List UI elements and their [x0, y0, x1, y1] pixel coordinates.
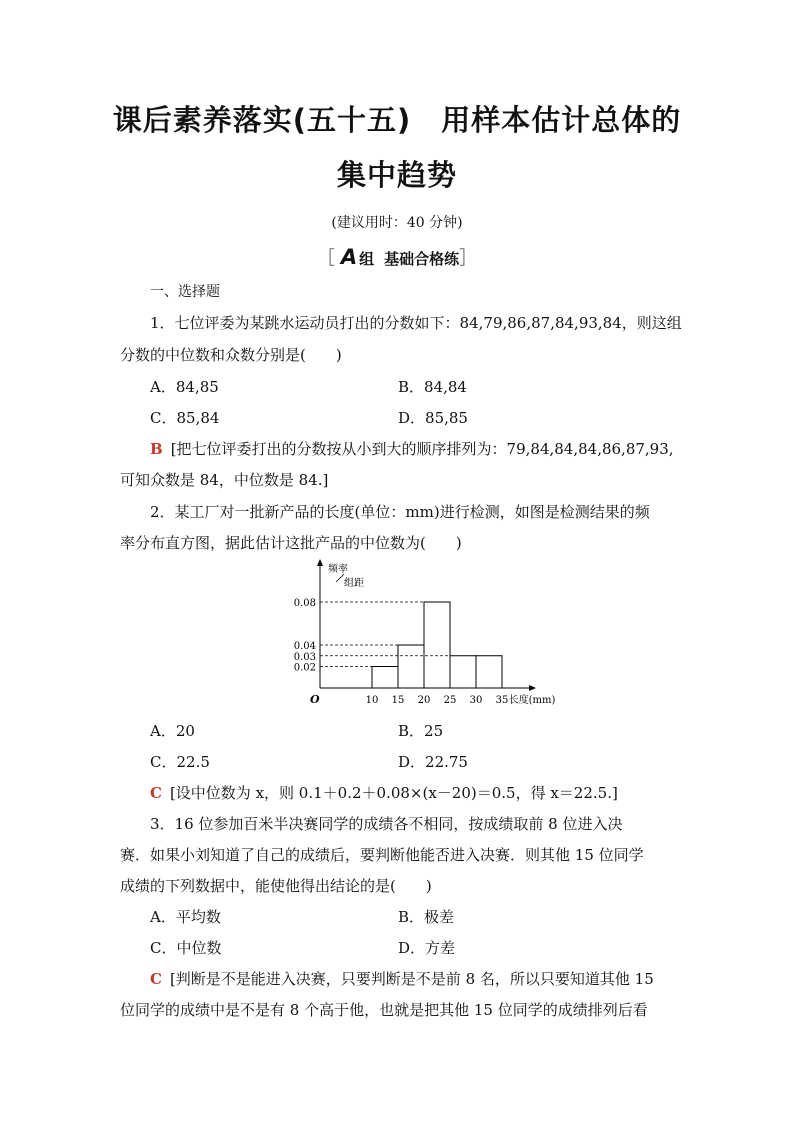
- x-axis-title: 长度(mm): [508, 695, 556, 706]
- q2-option-b: B．25: [398, 722, 444, 740]
- group-heading: [0, 244, 794, 270]
- q2-stem-line-2: 率分布直方图，据此估计这批产品的中位数为( ): [120, 534, 462, 552]
- group-name: 基础合格练: [384, 250, 460, 268]
- q3-explanation-line-2: 位同学的成绩中是不是有 8 个高于他，也就是把其他 15 位同学的成绩排列后看: [120, 1001, 648, 1019]
- histogram-bar-25-30: [450, 656, 476, 688]
- q2-explanation-line: [150, 782, 710, 803]
- q3-explanation-line-1: [150, 968, 710, 989]
- histogram-bar-20-25: [424, 602, 450, 688]
- q1-option-a: A．84,85: [150, 378, 219, 396]
- q2-stem-line-1: 2．某工厂对一批新产品的长度(单位：mm)进行检测，如图是检测结果的频: [150, 503, 650, 521]
- histogram-bar-15-20: [398, 645, 424, 688]
- x-tick-label: 30: [469, 695, 483, 706]
- q3-option-b: B．极差: [398, 908, 455, 926]
- q3-option-a: A．平均数: [150, 908, 221, 926]
- y-axis-arrow: [317, 559, 323, 566]
- histogram-bar-10-15: [372, 667, 398, 689]
- y-axis-title-bottom: 组距: [344, 578, 364, 589]
- x-tick-label: 10: [365, 695, 379, 706]
- q3-stem-line-3: 成绩的下列数据中，能使他得出结论的是( ): [120, 877, 432, 895]
- page-title-line-2: 集中趋势: [336, 158, 457, 192]
- q3-stem-line-2: 赛．如果小刘知道了自己的成绩后，要判断他能否进入决赛．则其他 15 位同学: [120, 846, 644, 864]
- q3-option-d: D．方差: [398, 939, 456, 957]
- q3-option-c: C．中位数: [150, 939, 222, 957]
- section-title: 一、选择题: [150, 284, 220, 300]
- q1-option-b: B．84,84: [398, 378, 467, 396]
- q1-option-c: C．85,84: [150, 409, 220, 427]
- y-tick-label: 0.03: [293, 651, 316, 663]
- q3-explanation-text: [判断是不是能进入决赛，只要判断是不是前 8 名，所以只要知道其他 15: [169, 970, 654, 988]
- x-tick-label: 25: [443, 695, 457, 706]
- y-tick-label: 0.08: [293, 598, 316, 609]
- q1-stem-line-1: 1．七位评委为某跳水运动员打出的分数如下：84,79,86,87,84,93,84，则这组: [150, 314, 682, 332]
- x-tick-label: 35: [495, 695, 509, 706]
- right-bracket: ］: [459, 248, 478, 269]
- q1-answer: B: [150, 440, 163, 458]
- q2-option-c: C．22.5: [150, 753, 210, 771]
- y-axis-title-slash: [336, 574, 344, 582]
- x-tick-label: 15: [391, 695, 405, 706]
- x-tick-label: 20: [417, 695, 431, 706]
- group-label: 组: [359, 250, 375, 268]
- q2-explanation-text: [设中位数为 x，则 0.1＋0.2＋0.08×(x－20)＝0.5，得 x＝22.5.]: [169, 784, 618, 802]
- x-axis-arrow: [529, 685, 536, 691]
- q1-explanation-line-1: [150, 438, 710, 459]
- q1-option-d: D．85,85: [398, 409, 468, 427]
- q2-option-d: D．22.75: [398, 753, 468, 771]
- y-tick-label: 0.02: [293, 662, 316, 674]
- left-bracket: ［: [316, 248, 335, 269]
- q2-answer: C: [150, 784, 162, 802]
- origin-label: O: [310, 693, 320, 706]
- group-letter: A: [340, 245, 358, 269]
- q1-explanation-text: [把七位评委打出的分数按从小到大的顺序排列为：79,84,84,84,86,87,93,: [170, 440, 674, 458]
- q3-stem-line-1: 3．16 位参加百米半决赛同学的成绩各不相同，按成绩取前 8 位进入决: [150, 815, 623, 833]
- page-title-line-1: 课后素养落实(五十五) 用样本估计总体的: [112, 103, 682, 137]
- y-axis-title-top: 频率: [328, 564, 348, 575]
- q3-answer: C: [150, 970, 162, 988]
- histogram-bar-30-35: [476, 656, 502, 688]
- q1-stem-line-2: 分数的中位数和众数分别是( ): [120, 346, 342, 364]
- frequency-histogram: [290, 558, 556, 713]
- q2-option-a: A．20: [150, 722, 195, 740]
- y-tick-label: 0.04: [293, 641, 316, 652]
- time-hint: (建议用时：40 分钟): [331, 215, 463, 231]
- q1-explanation-line-2: 可知众数是 84，中位数是 84.]: [120, 471, 329, 489]
